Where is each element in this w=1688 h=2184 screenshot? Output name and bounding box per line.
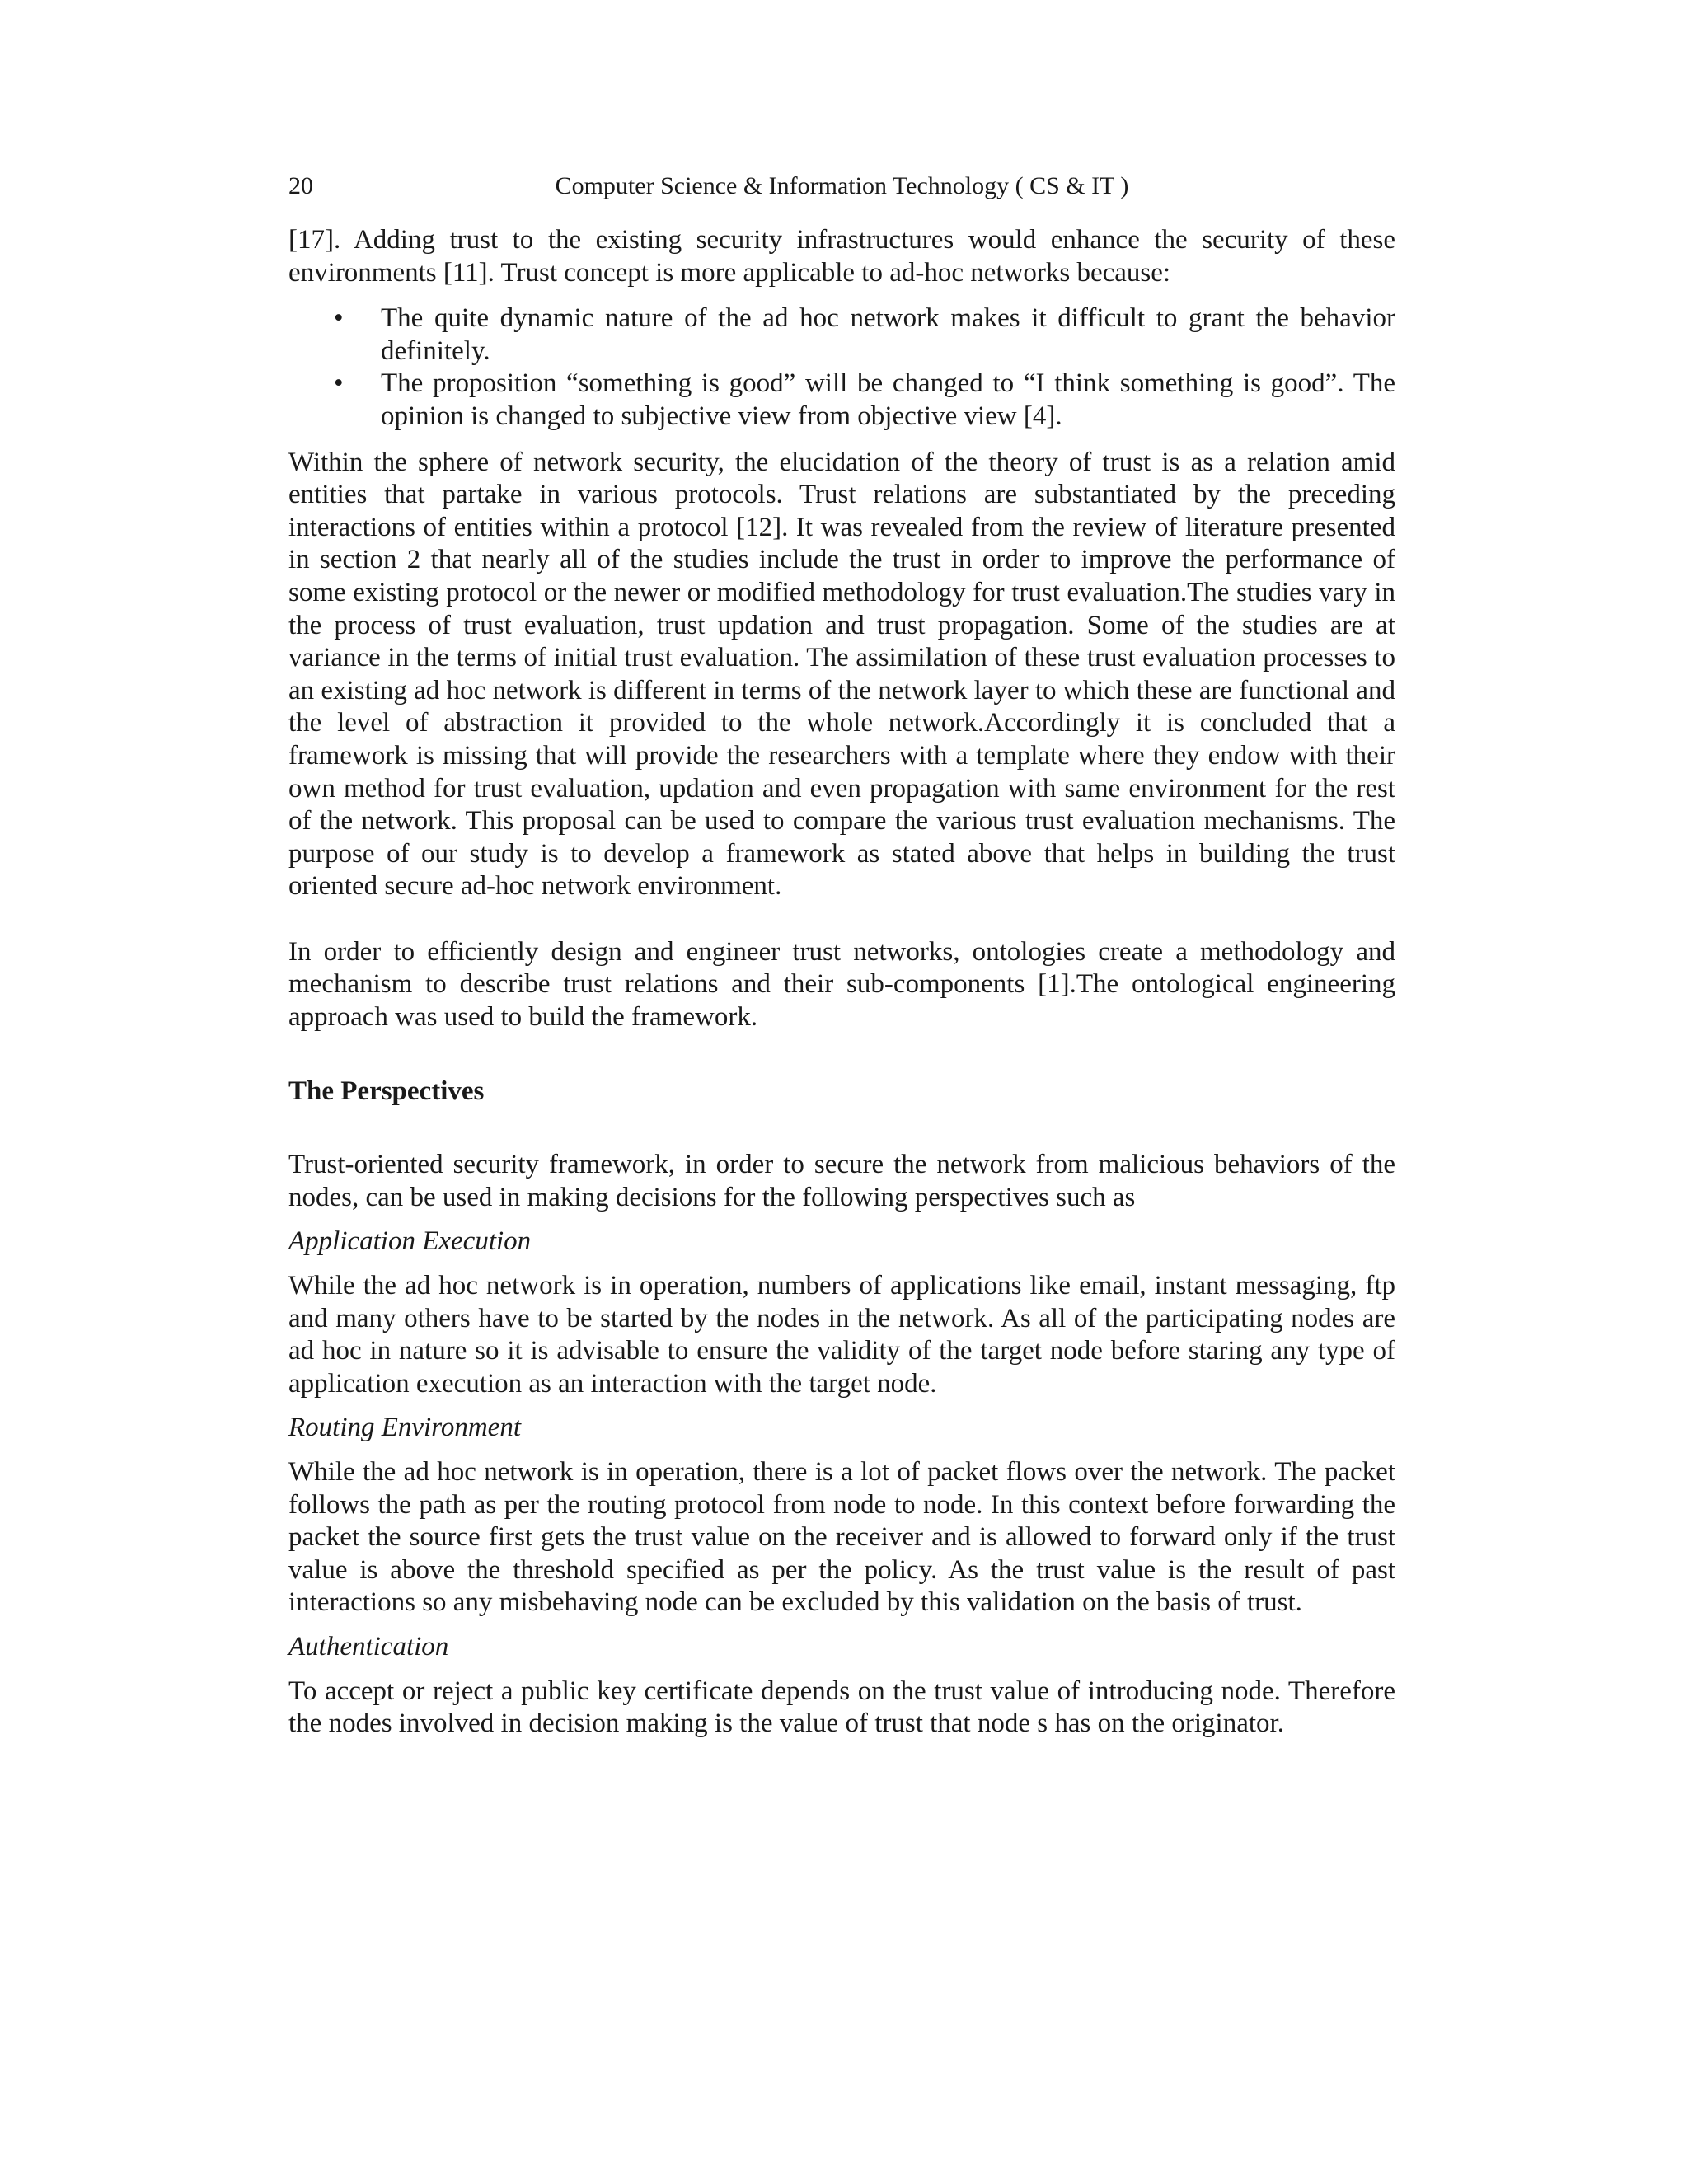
document-body: [288, 224, 1395, 1741]
bullet-item: [288, 368, 1395, 433]
subsection-text-routing-environment: While the ad hoc network is in operation, there is a lot of packet flows over the network. The packet follows the path as per the routing protocol from node to node. In this context before forwarding the packet the source first gets the trust value on the receiver and is allowed to forward only if the trust value is above the threshold specified as per the policy. As the trust value is the result of past interactions so any misbehaving node can be excluded by this validation on the basis of trust.: [288, 1457, 1395, 1618]
subsection-text-authentication: To accept or reject a public key certificate depends on the trust value of introducing node. Therefore the nodes involved in decision making is the value of trust that node s has on the originator.: [288, 1675, 1395, 1739]
bullet-icon: •: [334, 303, 344, 334]
intro-paragraph: [17]. Adding trust to the existing security infrastructures would enhance the security of these environments [11]. Trust concept is more applicable to ad-hoc networks because:: [288, 225, 1395, 288]
running-title: Computer Science & Information Technology ( CS & IT ): [555, 172, 1129, 199]
page-header: [288, 170, 1395, 203]
document-page: [288, 170, 1395, 1741]
section-intro-paragraph: Trust-oriented security framework, in order to secure the network from malicious behaviors of the nodes, can be used in making decisions for the following perspectives such as: [288, 1150, 1395, 1212]
section-heading: The Perspectives: [288, 1076, 485, 1106]
bullet-item: [288, 302, 1395, 368]
subsection-text-application-execution: While the ad hoc network is in operation, numbers of applications like email, instant messaging, ftp and many others have to be started by the nodes in the network. As all of the participating nodes are ad hoc in nature so it is advisable to ensure the validity of the target node before staring any type of application execution as an interaction with the target node.: [288, 1271, 1395, 1399]
bullet-text: The proposition “something is good” will be changed to “I think something is good”. The opinion is changed to subjective view from objective view [4].: [381, 368, 1395, 431]
bullet-list: [288, 302, 1395, 433]
bullet-icon: •: [334, 368, 344, 399]
ontology-paragraph: In order to efficiently design and engineer trust networks, ontologies create a methodology and mechanism to describe trust relations and their sub-components [1].The ontological engineering approach was used to build the framework.: [288, 936, 1395, 1033]
trust-sphere-paragraph: Within the sphere of network security, the elucidation of the theory of trust is as a relation amid entities that partake in various protocols. Trust relations are substantiated by the preceding interactions of entities within a protocol [12]. It was revealed from the review of literature presented in section 2 that nearly all of the studies include the trust in order to improve the performance of some existing protocol or the newer or modified methodology for trust evaluation.The studies vary in the process of trust evaluation, trust updation and trust propagation. Some of the studies are at variance in the terms of initial trust evaluation. The assimilation of these trust evaluation processes to an existing ad hoc network is different in terms of the network layer to which these are functional and the level of abstraction it provided to the whole network.Accordingly it is concluded that a framework is missing that will provide the researchers with a template where they endow with their own method for trust evaluation, updation and even propagation with same environment for the rest of the network. This proposal can be used to compare the various trust evaluation mechanisms. The purpose of our study is to develop a framework as stated above that helps in building the trust oriented secure ad-hoc network environment.: [288, 447, 1395, 902]
subsection-heading-routing-environment: Routing Environment: [288, 1413, 521, 1443]
page-number: 20: [288, 172, 313, 199]
bullet-text: The quite dynamic nature of the ad hoc network makes it difficult to grant the behavior definitely.: [381, 303, 1395, 366]
subsection-heading-application-execution: Application Execution: [288, 1226, 532, 1257]
subsection-heading-authentication: Authentication: [288, 1631, 449, 1661]
